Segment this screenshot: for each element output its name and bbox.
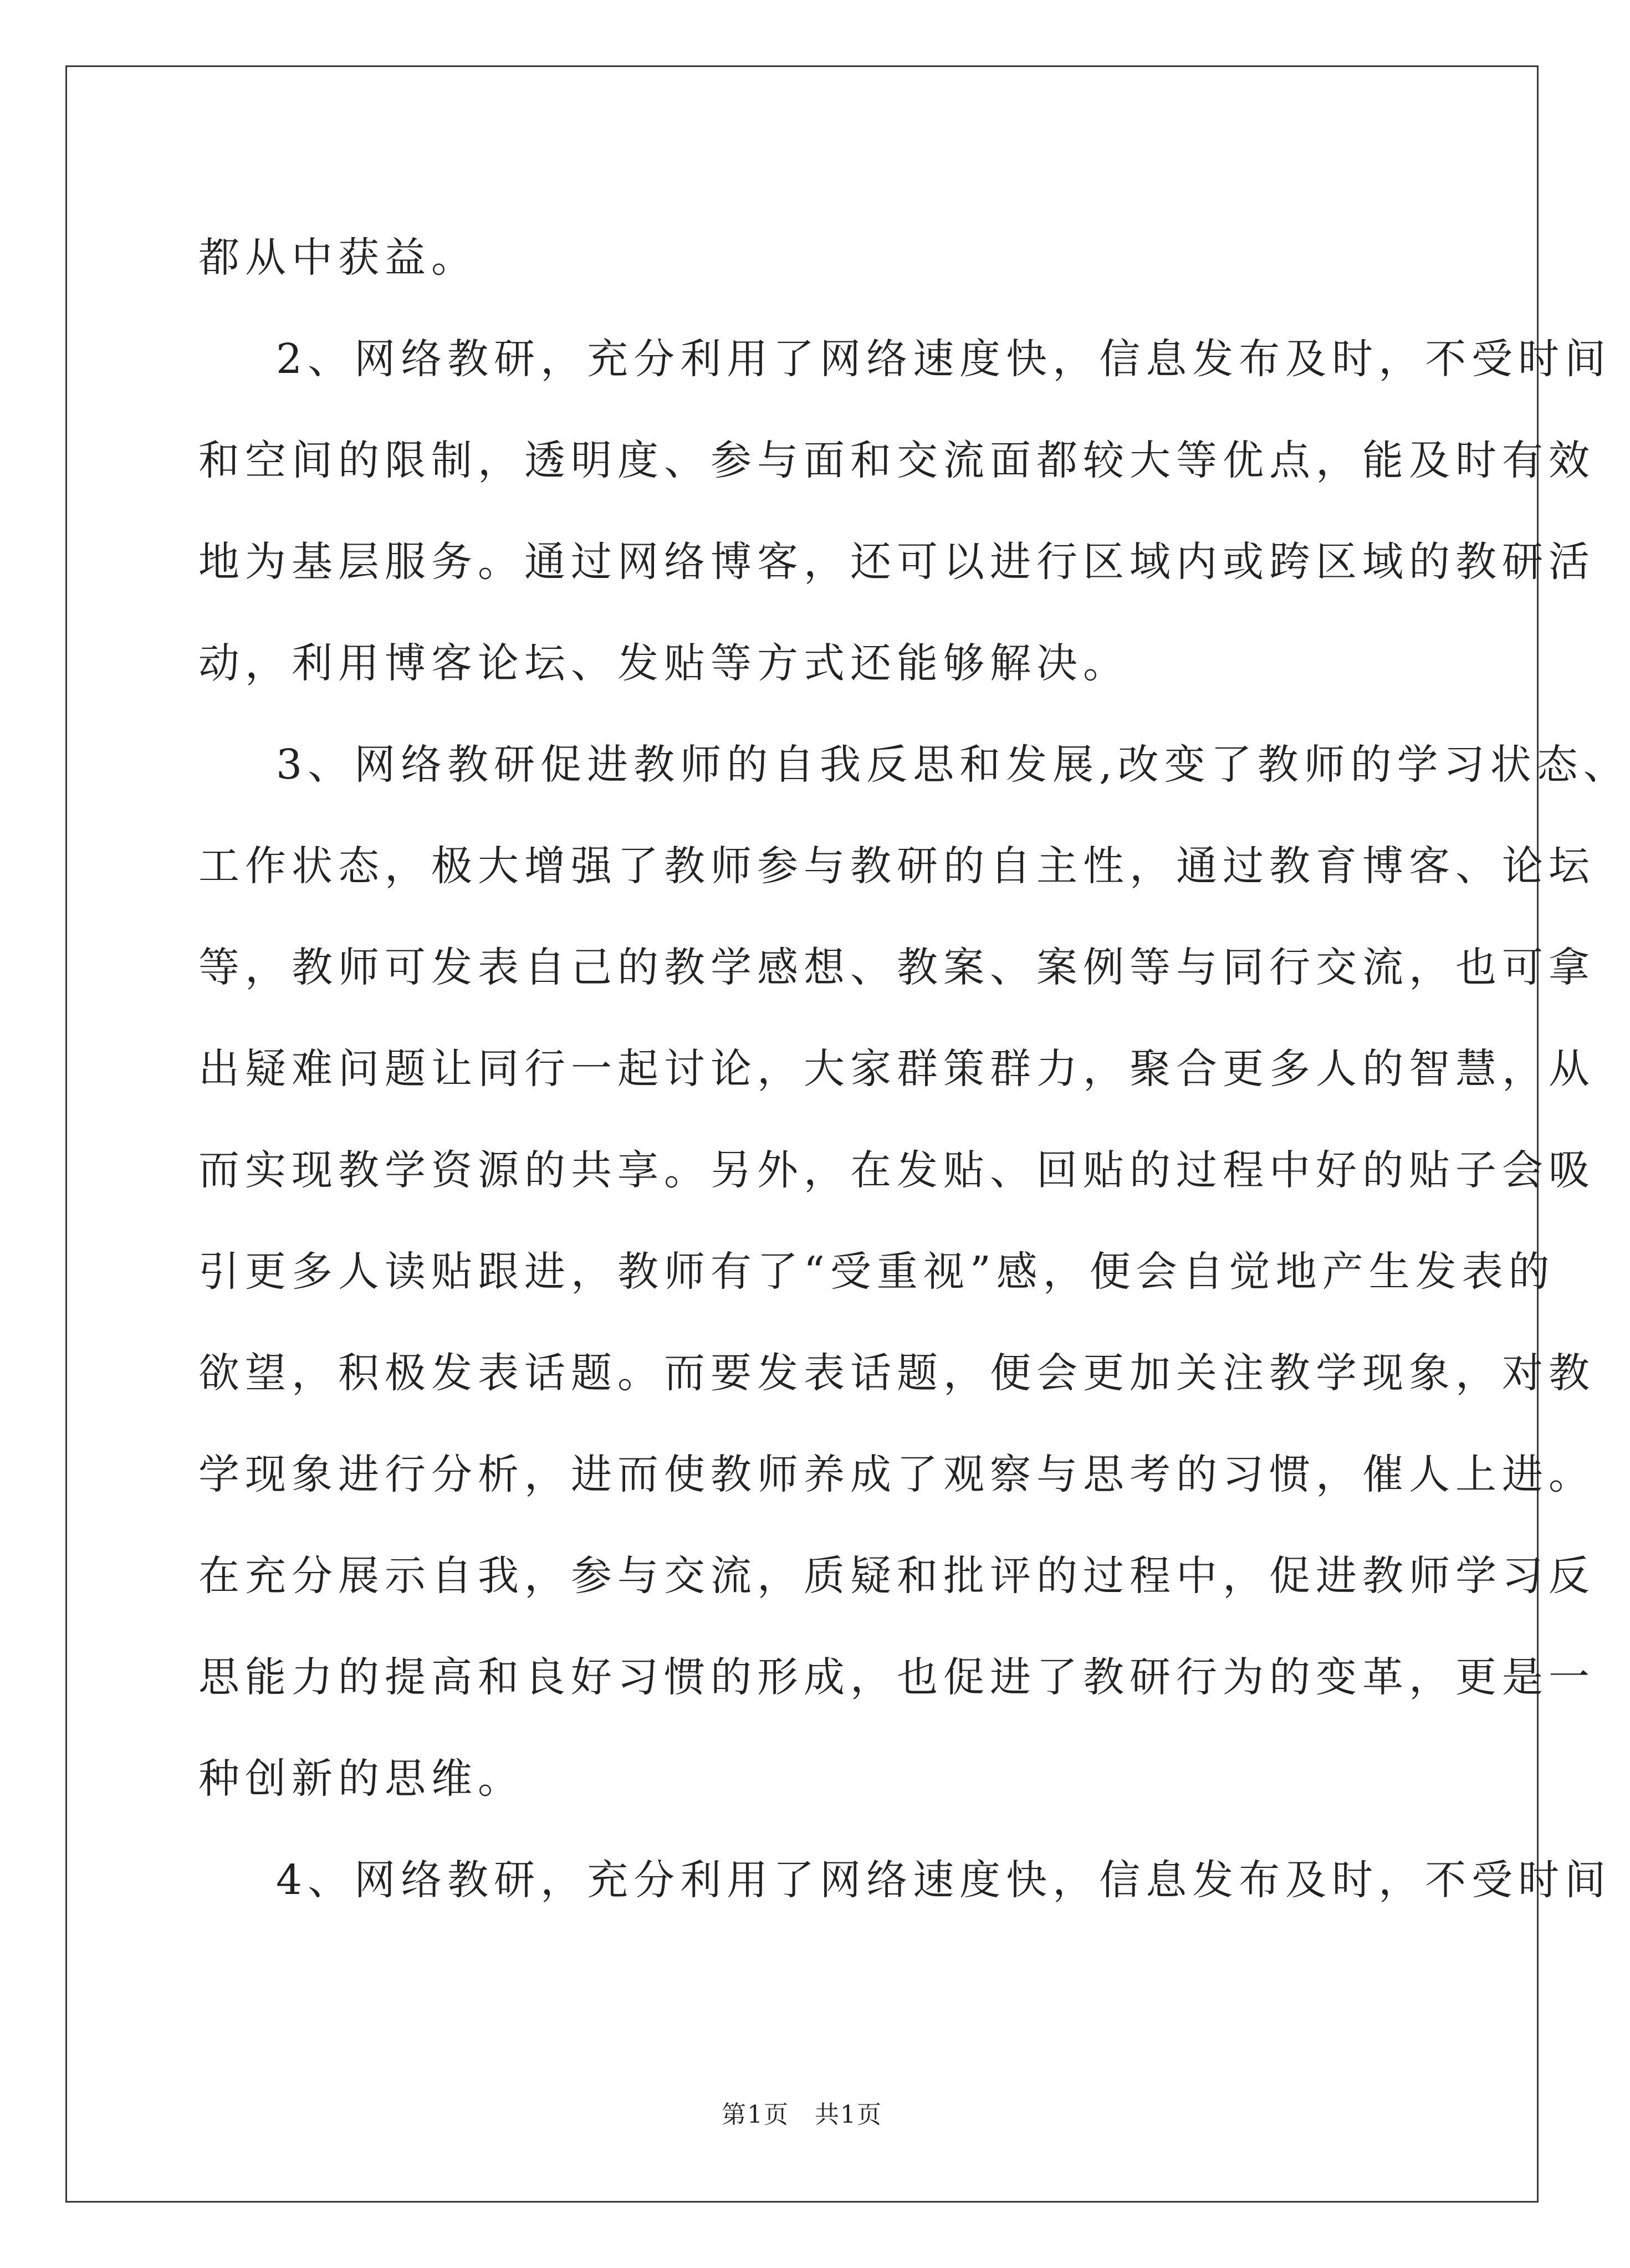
- page-number-label: 第1页 共1页: [722, 2101, 882, 2129]
- text-line-14: 在充分展示自我，参与交流，质疑和批评的过程中，促进教师学习反: [198, 1552, 1595, 1600]
- text-line-15: 思能力的提高和良好习惯的形成，也促进了教研行为的变革，更是一: [198, 1653, 1595, 1701]
- text-line-6: 3、网络教研促进教师的自我反思和发展,改变了教师的学习状态、: [276, 741, 1630, 789]
- text-line-16: 种创新的思维。: [198, 1755, 524, 1803]
- text-line-8: 等，教师可发表自己的教学感想、教案、案例等与同行交流，也可拿: [198, 944, 1595, 991]
- text-line-10: 而实现教学资源的共享。另外，在发贴、回贴的过程中好的贴子会吸: [198, 1146, 1595, 1194]
- text-line-11: 引更多人读贴跟进，教师有了“受重视”感，便会自觉地产生发表的: [198, 1248, 1555, 1296]
- text-line-4: 地为基层服务。通过网络博客，还可以进行区域内或跨区域的教研活: [198, 538, 1595, 586]
- text-line-13: 学现象进行分析，进而使教师养成了观察与思考的习惯，催人上进。: [198, 1451, 1595, 1498]
- text-line-9: 出疑难问题让同行一起讨论，大家群策群力，聚合更多人的智慧，从: [198, 1045, 1595, 1093]
- text-line-12: 欲望，积极发表话题。而要发表话题，便会更加关注教学现象，对教: [198, 1349, 1595, 1397]
- text-line-17: 4、网络教研，充分利用了网络速度快，信息发布及时，不受时间: [276, 1856, 1612, 1904]
- text-line-7: 工作状态，极大增强了教师参与教研的自主性，通过教育博客、论坛: [198, 842, 1595, 890]
- text-line-1: 都从中获益。: [198, 234, 478, 281]
- text-line-5: 动，利用博客论坛、发贴等方式还能够解决。: [198, 639, 1130, 687]
- text-line-2: 2、网络教研，充分利用了网络速度快，信息发布及时，不受时间: [276, 335, 1612, 383]
- page-footer: [0, 2095, 1604, 2130]
- document-body: [198, 207, 1630, 1931]
- text-line-3: 和空间的限制，透明度、参与面和交流面都较大等优点，能及时有效: [198, 437, 1595, 484]
